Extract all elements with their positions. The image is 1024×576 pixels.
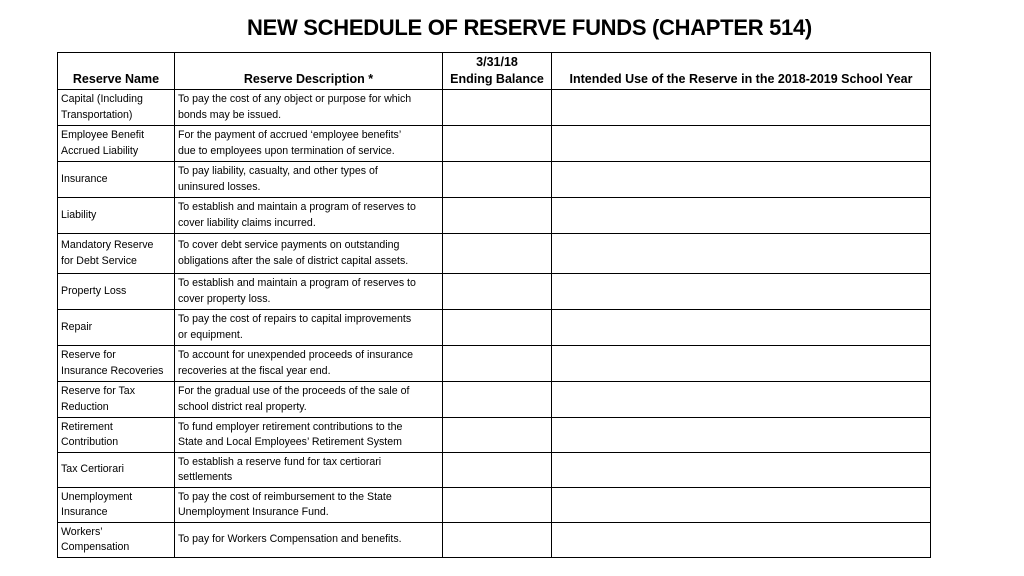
reserve-name-line: Repair	[61, 320, 93, 333]
header-reserve-description: Reserve Description *	[175, 53, 443, 90]
reserve-name-line: Reserve for Tax	[61, 385, 135, 397]
reserve-name-line: for Debt Service	[61, 254, 137, 267]
reserve-name-cell	[58, 346, 175, 382]
reserve-description-line: For the gradual use of the proceeds of the sale of	[178, 385, 410, 397]
reserve-description-line: To pay the cost of any object or purpose for which	[178, 93, 412, 105]
table-header-row	[58, 53, 931, 90]
intended-use-cell[interactable]	[552, 382, 931, 418]
reserve-name-line: Transportation)	[61, 108, 133, 121]
reserve-description-line: To account for unexpended proceeds of insurance	[178, 349, 413, 361]
intended-use-cell[interactable]	[552, 234, 931, 274]
reserve-name-cell	[58, 90, 175, 126]
ending-balance-cell[interactable]	[443, 126, 552, 162]
reserve-name-line: Liability	[61, 208, 97, 221]
reserve-funds-table	[57, 52, 931, 558]
table-row	[58, 126, 931, 162]
reserve-description-cell	[175, 382, 443, 418]
reserve-name-cell	[58, 274, 175, 310]
reserve-description-line: Unemployment Insurance Fund.	[178, 506, 329, 518]
header-ending-balance-date: 3/31/18	[476, 55, 518, 69]
table-row	[58, 418, 931, 453]
reserve-name-line: Reserve for	[61, 349, 116, 361]
intended-use-cell[interactable]	[552, 162, 931, 198]
reserve-description-line: To pay liability, casualty, and other types of	[178, 165, 378, 177]
reserve-description-line: obligations after the sale of district capital assets.	[178, 254, 409, 267]
intended-use-cell[interactable]	[552, 523, 931, 558]
reserve-description-line: To fund employer retirement contributions to the	[178, 420, 403, 433]
reserve-description-line: To pay for Workers Compensation and benefits.	[178, 533, 402, 546]
reserve-name-cell	[58, 162, 175, 198]
reserve-description-cell	[175, 162, 443, 198]
reserve-description-line: uninsured losses.	[178, 180, 261, 193]
intended-use-cell[interactable]	[552, 453, 931, 488]
intended-use-cell[interactable]	[552, 90, 931, 126]
reserve-description-line: State and Local Employees’ Retirement System	[178, 436, 402, 448]
reserve-description-cell	[175, 310, 443, 346]
intended-use-cell[interactable]	[552, 488, 931, 523]
ending-balance-cell[interactable]	[443, 198, 552, 234]
reserve-description-line: cover liability claims incurred.	[178, 216, 316, 229]
table-row	[58, 310, 931, 346]
reserve-name-cell	[58, 453, 175, 488]
reserve-description-cell	[175, 488, 443, 523]
ending-balance-cell[interactable]	[443, 418, 552, 453]
reserve-name-line: Reduction	[61, 400, 109, 413]
reserve-name-line: Unemployment	[61, 490, 133, 503]
reserve-description-line: recoveries at the fiscal year end.	[178, 364, 331, 377]
ending-balance-cell[interactable]	[443, 523, 552, 558]
reserve-name-line: Property Loss	[61, 284, 127, 297]
intended-use-cell[interactable]	[552, 126, 931, 162]
reserve-name-line: Employee Benefit	[61, 129, 145, 141]
ending-balance-cell[interactable]	[443, 488, 552, 523]
reserve-description-line: or equipment.	[178, 328, 243, 341]
table-row	[58, 198, 931, 234]
header-reserve-name: Reserve Name	[58, 53, 175, 90]
reserve-description-line: settlements	[178, 471, 233, 483]
ending-balance-cell[interactable]	[443, 310, 552, 346]
ending-balance-cell[interactable]	[443, 346, 552, 382]
reserve-name-line: Mandatory Reserve	[61, 239, 154, 251]
reserve-name-line: Tax Certiorari	[61, 463, 124, 476]
ending-balance-cell[interactable]	[443, 382, 552, 418]
table-row	[58, 90, 931, 126]
reserve-description-line: To cover debt service payments on outstanding	[178, 239, 400, 251]
reserve-description-cell	[175, 523, 443, 558]
ending-balance-cell[interactable]	[443, 234, 552, 274]
table-body	[58, 90, 931, 558]
ending-balance-cell[interactable]	[443, 90, 552, 126]
reserve-description-cell	[175, 418, 443, 453]
reserve-name-line: Insurance Recoveries	[61, 364, 164, 377]
reserve-name-line: Workers’	[61, 525, 103, 538]
table-row	[58, 523, 931, 558]
header-intended-use: Intended Use of the Reserve in the 2018-2019 School Year	[552, 53, 931, 90]
intended-use-cell[interactable]	[552, 346, 931, 382]
reserve-description-line: To establish and maintain a program of reserves to	[178, 201, 416, 213]
reserve-description-cell	[175, 346, 443, 382]
reserve-name-line: Contribution	[61, 436, 119, 448]
reserve-description-line: To establish a reserve fund for tax certiorari	[178, 455, 382, 468]
reserve-description-line: To pay the cost of repairs to capital improvements	[178, 313, 412, 325]
table-row	[58, 162, 931, 198]
page-title: NEW SCHEDULE OF RESERVE FUNDS (CHAPTER 514)	[247, 15, 812, 40]
ending-balance-cell[interactable]	[443, 162, 552, 198]
reserve-name-line: Capital (Including	[61, 93, 143, 105]
reserve-name-cell	[58, 382, 175, 418]
reserve-name-cell	[58, 418, 175, 453]
header-ending-balance-label: Ending Balance	[450, 72, 544, 86]
reserve-name-cell	[58, 310, 175, 346]
ending-balance-cell[interactable]	[443, 274, 552, 310]
table-row	[58, 382, 931, 418]
table-row	[58, 346, 931, 382]
reserve-name-line: Insurance	[61, 506, 108, 518]
intended-use-cell[interactable]	[552, 198, 931, 234]
reserve-description-line: cover property loss.	[178, 292, 271, 305]
reserve-description-line: For the payment of accrued ‘employee benefits’	[178, 129, 402, 141]
reserve-name-cell	[58, 234, 175, 274]
reserve-description-cell	[175, 234, 443, 274]
reserve-description-cell	[175, 90, 443, 126]
reserve-name-cell	[58, 488, 175, 523]
reserve-description-cell	[175, 198, 443, 234]
intended-use-cell[interactable]	[552, 310, 931, 346]
reserve-description-line: due to employees upon termination of service.	[178, 144, 395, 157]
intended-use-cell[interactable]	[552, 274, 931, 310]
table-row	[58, 488, 931, 523]
table-row	[58, 274, 931, 310]
reserve-name-cell	[58, 198, 175, 234]
reserve-name-line: Insurance	[61, 172, 108, 185]
ending-balance-cell[interactable]	[443, 453, 552, 488]
reserve-description-line: school district real property.	[178, 400, 307, 413]
table-row	[58, 453, 931, 488]
reserve-description-line: To pay the cost of reimbursement to the State	[178, 490, 392, 503]
reserve-name-cell	[58, 126, 175, 162]
reserve-name-line: Compensation	[61, 541, 130, 553]
reserve-name-line: Accrued Liability	[61, 144, 139, 157]
header-ending-balance	[443, 53, 552, 90]
table-row	[58, 234, 931, 274]
reserve-name-line: Retirement	[61, 420, 113, 433]
reserve-description-line: To establish and maintain a program of reserves to	[178, 277, 416, 289]
intended-use-cell[interactable]	[552, 418, 931, 453]
reserve-description-cell	[175, 453, 443, 488]
reserve-description-cell	[175, 126, 443, 162]
reserve-name-cell	[58, 523, 175, 558]
reserve-description-cell	[175, 274, 443, 310]
reserve-description-line: bonds may be issued.	[178, 108, 282, 121]
